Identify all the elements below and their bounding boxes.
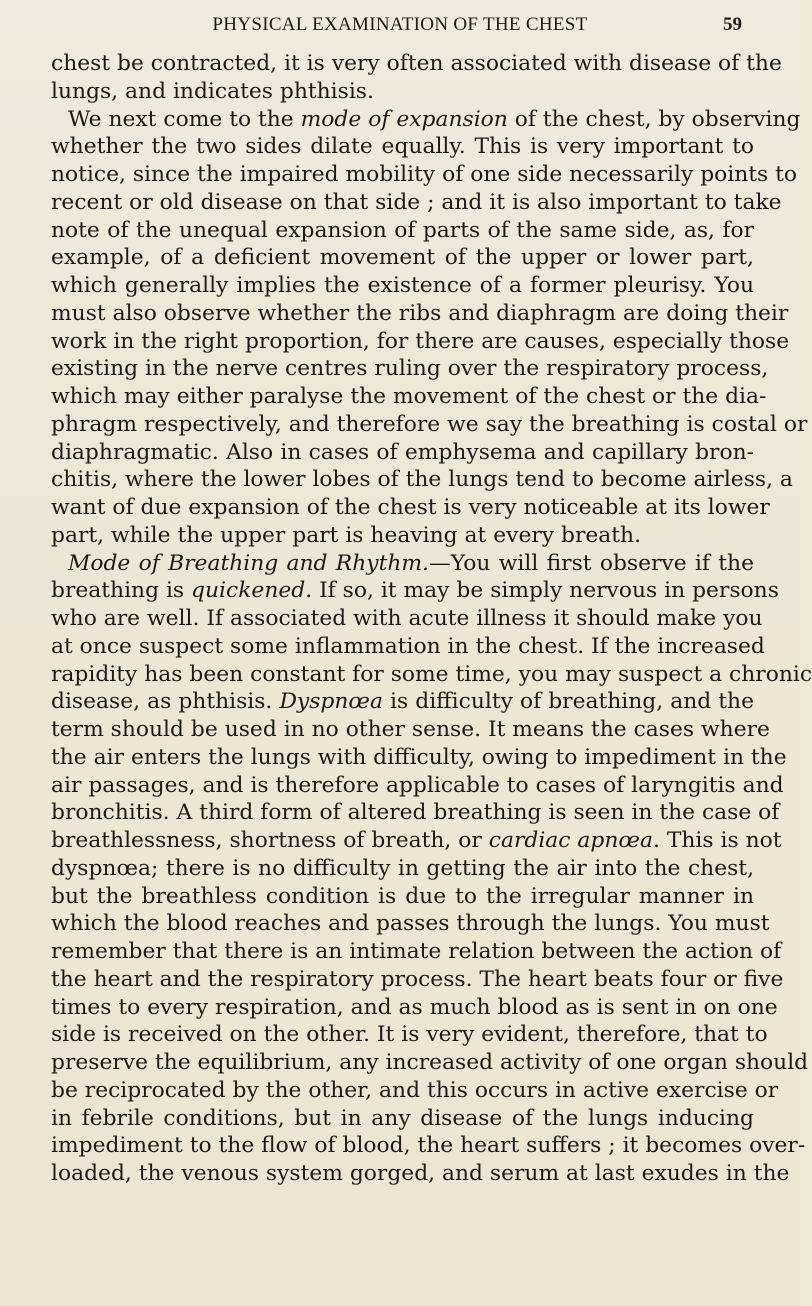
- text-line: at once suspect some inflammation in the chest. If the increased: [51, 633, 765, 659]
- text-line: chitis, where the lower lobes of the lungs tend to become airless, a: [51, 467, 793, 493]
- text-line: existing in the nerve centres ruling over the respiratory process,: [51, 356, 769, 382]
- page-header: [0, 14, 800, 40]
- text-line: part, while the upper part is heaving at every breath.: [51, 522, 641, 548]
- text-line: bronchitis. A third form of altered breathing is seen in the case of: [51, 800, 780, 826]
- body-text: [51, 50, 812, 1188]
- running-title: PHYSICAL EXAMINATION OF THE CHEST: [212, 14, 588, 35]
- text-line: phragm respectively, and therefore we say the breathing is costal or: [51, 411, 808, 437]
- text-line: diaphragmatic. Also in cases of emphysema and capillary bron-: [51, 439, 754, 465]
- text-line: work in the right proportion, for there are causes, especially those: [51, 328, 790, 354]
- text-line: the heart and the respiratory process. The heart beats four or five: [51, 966, 784, 992]
- text-line: in febrile conditions, but in any disease of the lungs inducing: [51, 1105, 754, 1131]
- text-line: term should be used in no other sense. It means the cases where: [51, 717, 770, 742]
- text-line: air passages, and is therefore applicable to cases of laryngitis and: [51, 772, 784, 798]
- text-line: but the breathless condition is due to the irregular manner in: [51, 883, 754, 909]
- text-line: must also observe whether the ribs and diaphragm are doing their: [51, 300, 789, 326]
- text-line: whether the two sides dilate equally. This is very important to: [51, 134, 754, 160]
- text-line: remember that there is an intimate relation between the action of: [51, 939, 782, 964]
- text-line: breathing is quickened. If so, it may be simply nervous in persons: [51, 578, 779, 604]
- text-line: impediment to the flow of blood, the heart suffers ; it becomes over-: [51, 1133, 806, 1159]
- text-line: which the blood reaches and passes through the lungs. You must: [51, 911, 770, 937]
- text-line: loaded, the venous system gorged, and serum at last exudes in the: [51, 1161, 790, 1186]
- text-line: notice, since the impaired mobility of one side necessarily points to: [51, 162, 798, 187]
- text-line: example, of a deficient movement of the upper or lower part,: [51, 245, 754, 271]
- text-line: Mode of Breathing and Rhythm.—You will first observe if the: [68, 550, 754, 576]
- text-line: We next come to the mode of expansion of the chest, by observing: [68, 106, 801, 132]
- text-line: be reciprocated by the other, and this occurs in active exercise or: [51, 1077, 779, 1103]
- text-line: which generally implies the existence of a former pleurisy. You: [51, 273, 754, 298]
- text-line: breathlessness, shortness of breath, or cardiac apnœa. This is not: [51, 828, 782, 853]
- text-line: who are well. If associated with acute illness it should make you: [51, 606, 763, 631]
- text-line: side is received on the other. It is very evident, therefore, that to: [51, 1022, 768, 1048]
- text-line: chest be contracted, it is very often associated with disease of the: [51, 51, 782, 76]
- text-line: disease, as phthisis. Dyspnœa is difficulty of breathing, and the: [51, 689, 754, 715]
- text-line: note of the unequal expansion of parts of the same side, as, for: [51, 217, 754, 243]
- text-line: the air enters the lungs with difficulty, owing to impediment in the: [51, 744, 787, 770]
- text-line: want of due expansion of the chest is very noticeable at its lower: [51, 495, 770, 520]
- text-line: lungs, and indicates phthisis.: [51, 78, 374, 104]
- page-number: 59: [723, 14, 742, 35]
- text-line: times to every respiration, and as much blood as is sent in on one: [51, 994, 778, 1020]
- text-line: preserve the equilibrium, any increased activity of one organ should: [51, 1050, 809, 1075]
- text-line: recent or old disease on that side ; and it is also important to take: [51, 189, 782, 215]
- text-line: dyspnœa; there is no difficulty in getting the air into the chest,: [51, 855, 754, 881]
- text-line: rapidity has been constant for some time, you may suspect a chronic: [51, 661, 812, 687]
- text-line: which may either paralyse the movement of the chest or the dia-: [51, 384, 767, 409]
